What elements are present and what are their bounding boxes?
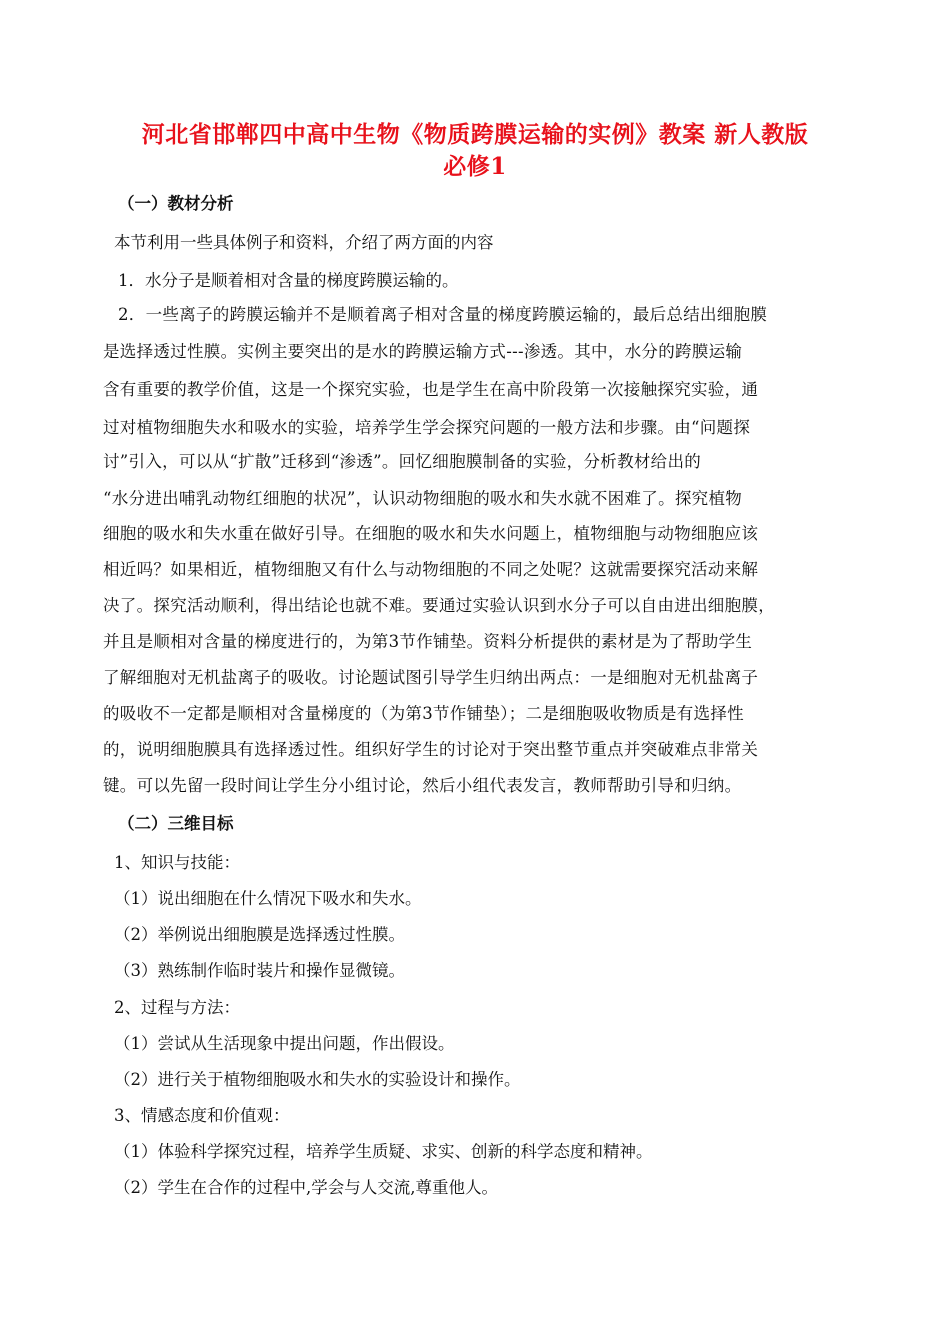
paragraph-line: 讨”引入，可以从“扩散”迁移到“渗透”。回忆细胞膜制备的实验，分析教材给出的 [103, 452, 702, 471]
document-title-line-1: 河北省邯郸四中高中生物《物质跨膜运输的实例》教案 新人教版 [141, 121, 809, 148]
paragraph-line: 了解细胞对无机盐离子的吸收。讨论题试图引导学生归纳出两点：一是细胞对无机盐离子 [103, 668, 759, 687]
paragraph-line: 的，说明细胞膜具有选择透过性。组织好学生的讨论对于突出整节重点并突破难点非常关 [103, 740, 759, 759]
paragraph-line: 含有重要的教学价值，这是一个探究实验，也是学生在高中阶段第一次接触探究实验，通 [103, 380, 759, 399]
paragraph-line: 2．一些离子的跨膜运输并不是顺着离子相对含量的梯度跨膜运输的，最后总结出细胞膜 [118, 305, 768, 324]
point-one: 1．水分子是顺着相对含量的梯度跨膜运输的。 [118, 271, 459, 290]
paragraph-line: 相近吗？如果相近，植物细胞又有什么与动物细胞的不同之处呢？这就需要探究活动来解 [103, 560, 759, 579]
objective-item: （1）体验科学探究过程，培养学生质疑、求实、创新的科学态度和精神。 [114, 1142, 653, 1161]
paragraph-line: 细胞的吸水和失水重在做好引导。在细胞的吸水和失水问题上，植物细胞与动物细胞应该 [103, 524, 759, 543]
paragraph-line: “水分进出哺乳动物红细胞的状况”，认识动物细胞的吸水和失水就不困难了。探究植物 [103, 489, 743, 508]
paragraph-line: 并且是顺相对含量的梯度进行的，为第3节作铺垫。资料分析提供的素材是为了帮助学生 [103, 632, 753, 651]
section-heading-objectives: （二）三维目标 [118, 814, 234, 833]
objective-item: （1）尝试从生活现象中提出问题，作出假设。 [114, 1034, 455, 1053]
objective-item: （2）进行关于植物细胞吸水和失水的实验设计和操作。 [114, 1070, 521, 1089]
objective-item: （1）说出细胞在什么情况下吸水和失水。 [114, 889, 422, 908]
section-heading-analysis: （一）教材分析 [118, 194, 234, 213]
objective-group-label: 2、过程与方法： [114, 998, 240, 1017]
paragraph-line: 过对植物细胞失水和吸水的实验，培养学生学会探究问题的一般方法和步骤。由“问题探 [103, 418, 751, 437]
objective-item: （3）熟练制作临时装片和操作显微镜。 [114, 961, 405, 980]
paragraph-line: 决了。探究活动顺利，得出结论也就不难。要通过实验认识到水分子可以自由进出细胞膜， [103, 596, 775, 615]
objective-item: （2）举例说出细胞膜是选择透过性膜。 [114, 925, 405, 944]
objective-item: （2）学生在合作的过程中,学会与人交流,尊重他人。 [114, 1178, 498, 1197]
paragraph-line: 的吸收不一定都是顺相对含量梯度的（为第3节作铺垫）；二是细胞吸收物质是有选择性 [103, 704, 744, 723]
paragraph-line: 是选择透过性膜。实例主要突出的是水的跨膜运输方式---渗透。其中，水分的跨膜运输 [103, 342, 743, 361]
section-intro: 本节利用一些具体例子和资料，介绍了两方面的内容 [114, 233, 494, 252]
paragraph-line: 键。可以先留一段时间让学生分小组讨论，然后小组代表发言，教师帮助引导和归纳。 [103, 776, 742, 795]
objective-group-label: 3、情感态度和价值观： [114, 1106, 290, 1125]
document-title-line-2: 必修1 [443, 153, 507, 180]
objective-group-label: 1、知识与技能： [114, 853, 240, 872]
